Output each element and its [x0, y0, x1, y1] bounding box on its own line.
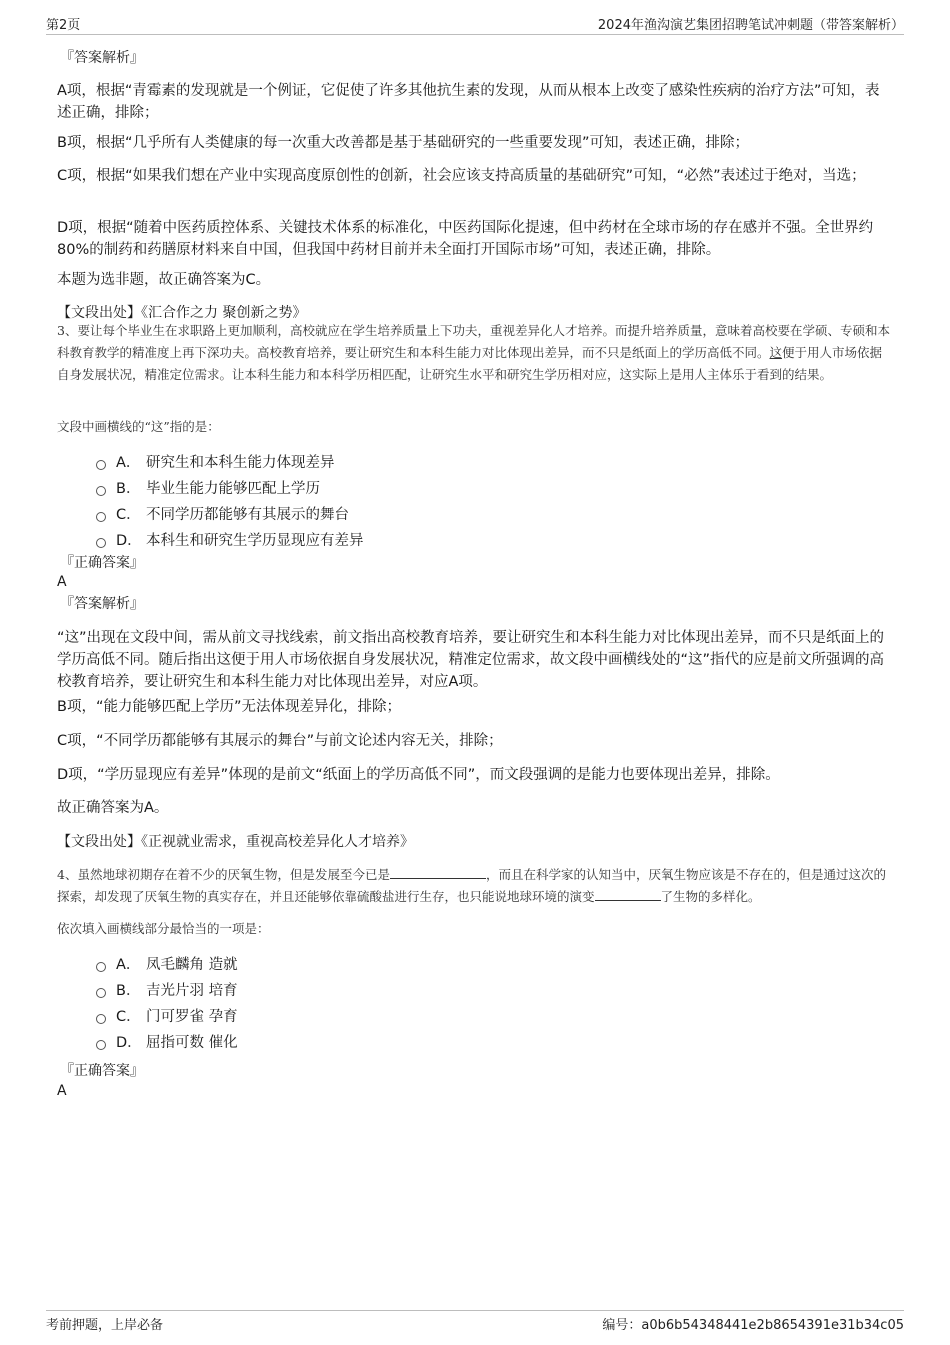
analysis-conclusion: 故正确答案为A。 — [57, 800, 169, 816]
radio-icon[interactable] — [96, 512, 106, 522]
option-text: 本科生和研究生学历显现应有差异 — [146, 533, 364, 549]
analysis-a: A项，根据“青霉素的发现就是一个例证，它促使了许多其他抗生素的发现，从而从根本上改变了感染性疾病的治疗方法”可知，表述正确，排除； — [57, 83, 880, 121]
question-3-option-d[interactable] — [96, 531, 364, 551]
option-key: B． — [116, 983, 141, 999]
option-text: 吉光片羽 培育 — [146, 983, 238, 999]
question-3-prompt: 文段中画横线的“这”指的是： — [57, 419, 220, 434]
source-citation: 【文段出处】《正视就业需求，重视高校差异化人才培养》 — [57, 834, 414, 850]
question-4-text-3: 了生物的多样化。 — [660, 889, 761, 904]
analysis-main: “这”出现在文段中间，需从前文寻找线索，前文指出高校教育培养，要让研究生和本科生能力对比体现出差异，而不只是纸面上的学历高低不同。随后指出这便于用人市场依据自身发展状况，精准定位需求，故文段中画横线处的“这”指代的应是前文所强调的高校教育培养，要让研究生和本科生能力对比体现出差异，对应A项。 — [57, 630, 885, 690]
source-citation: 【文段出处】《汇合作之力 聚创新之势》 — [57, 305, 307, 321]
correct-answer: A — [57, 1083, 67, 1099]
option-key: A． — [116, 957, 141, 973]
question-3-underlined-word: 这 — [769, 345, 783, 360]
question-3-option-a[interactable] — [96, 453, 335, 473]
question-4-option-b[interactable] — [96, 981, 238, 1001]
analysis-label: 『答案解析』 — [60, 596, 144, 612]
radio-icon[interactable] — [96, 962, 106, 972]
analysis-label: 『答案解析』 — [60, 50, 144, 66]
analysis-d: D项，根据“随着中医药质控体系、关键技术体系的标准化，中医药国际化提速，但中药材在全球市场的存在感并不强。全世界约80%的制药和药膳原材料来自中国，但我国中药材目前并未全面打开国际市场”可知，表述正确，排除。 — [57, 220, 874, 258]
question-3-text — [57, 320, 892, 386]
page-number: 第2页 — [46, 18, 81, 33]
document-serial: 编号：a0b6b54348441e2b8654391e31b34c05 — [602, 1318, 904, 1333]
question-4-text-2: ，而且在科学家的认知当中，厌氧生物应该是不存在的，但是通过这次的探索，却发现了厌氧生物的真实存在，并且还能够依靠硫酸盐进行生存，也只能说地球环境的演变 — [57, 867, 886, 904]
option-key: A． — [116, 455, 141, 471]
radio-icon[interactable] — [96, 988, 106, 998]
correct-answer-label: 『正确答案』 — [60, 1063, 144, 1079]
radio-icon[interactable] — [96, 1014, 106, 1024]
option-text: 不同学历都能够有其展示的舞台 — [146, 507, 349, 523]
analysis-b: B项，根据“几乎所有人类健康的每一次重大改善都是基于基础研究的一些重要发现”可知，表述正确，排除； — [57, 135, 749, 151]
radio-icon[interactable] — [96, 460, 106, 470]
page-footer — [46, 1310, 904, 1333]
option-key: C． — [116, 1009, 141, 1025]
analysis-conclusion: 本题为选非题，故正确答案为C。 — [57, 272, 271, 288]
analysis-c: C项，根据“如果我们想在产业中实现高度原创性的创新，社会应该支持高质量的基础研究”可知，“必然”表述过于绝对，当选； — [57, 168, 866, 184]
question-4-option-a[interactable] — [96, 955, 238, 975]
option-key: D． — [116, 1035, 142, 1051]
question-4-option-d[interactable] — [96, 1033, 238, 1053]
radio-icon[interactable] — [96, 486, 106, 496]
radio-icon[interactable] — [96, 1040, 106, 1050]
question-3-text-before: 3、要让每个毕业生在求职路上更加顺利，高校就应在学生培养质量上下功夫，重视差异化人才培养。而提升培养质量，意味着高校要在学硕、专硕和本科教育教学的精准度上再下深功夫。高校教育培养，要让研究生和本科生能力对比体现出差异，而不只是纸面上的学历高低不同。 — [57, 323, 890, 360]
option-text: 屈指可数 催化 — [146, 1035, 238, 1051]
radio-icon[interactable] — [96, 538, 106, 548]
question-4-prompt: 依次填入画横线部分最恰当的一项是： — [57, 921, 270, 936]
document-title: 2024年渔沟演艺集团招聘笔试冲刺题（带答案解析） — [597, 18, 904, 33]
option-text: 门可罗雀 孕育 — [146, 1009, 238, 1025]
option-key: C． — [116, 507, 141, 523]
option-key: D． — [116, 533, 142, 549]
option-text: 毕业生能力能够匹配上学历 — [146, 481, 320, 497]
option-text: 研究生和本科生能力体现差异 — [146, 455, 335, 471]
analysis-b: B项，“能力能够匹配上学历”无法体现差异化，排除； — [57, 699, 401, 715]
question-4-option-c[interactable] — [96, 1007, 238, 1027]
fill-blank-1 — [390, 866, 486, 879]
analysis-c: C项，“不同学历都能够有其展示的舞台”与前文论述内容无关，排除； — [57, 733, 503, 749]
correct-answer-label: 『正确答案』 — [60, 555, 144, 571]
question-4-text-1: 4、虽然地球初期存在着不少的厌氧生物，但是发展至今已是 — [57, 867, 390, 882]
analysis-d: D项，“学历显现应有差异”体现的是前文“纸面上的学历高低不同”，而文段强调的是能力也要体现出差异，排除。 — [57, 767, 780, 783]
fill-blank-2 — [595, 888, 661, 901]
correct-answer: A — [57, 574, 67, 590]
question-3-option-b[interactable] — [96, 479, 320, 499]
footer-slogan: 考前押题，上岸必备 — [46, 1318, 164, 1333]
option-key: B． — [116, 481, 141, 497]
question-3-option-c[interactable] — [96, 505, 349, 525]
page-header — [46, 12, 904, 35]
option-text: 凤毛麟角 造就 — [146, 957, 238, 973]
question-4-text — [57, 864, 892, 908]
question-3-text-after: 便于用人市场依据自身发展状况，精准定位需求。让本科生能力和本科学历相匹配，让研究生水平和研究生学历相对应，这实际上是用人主体乐于看到的结果。 — [57, 345, 883, 382]
